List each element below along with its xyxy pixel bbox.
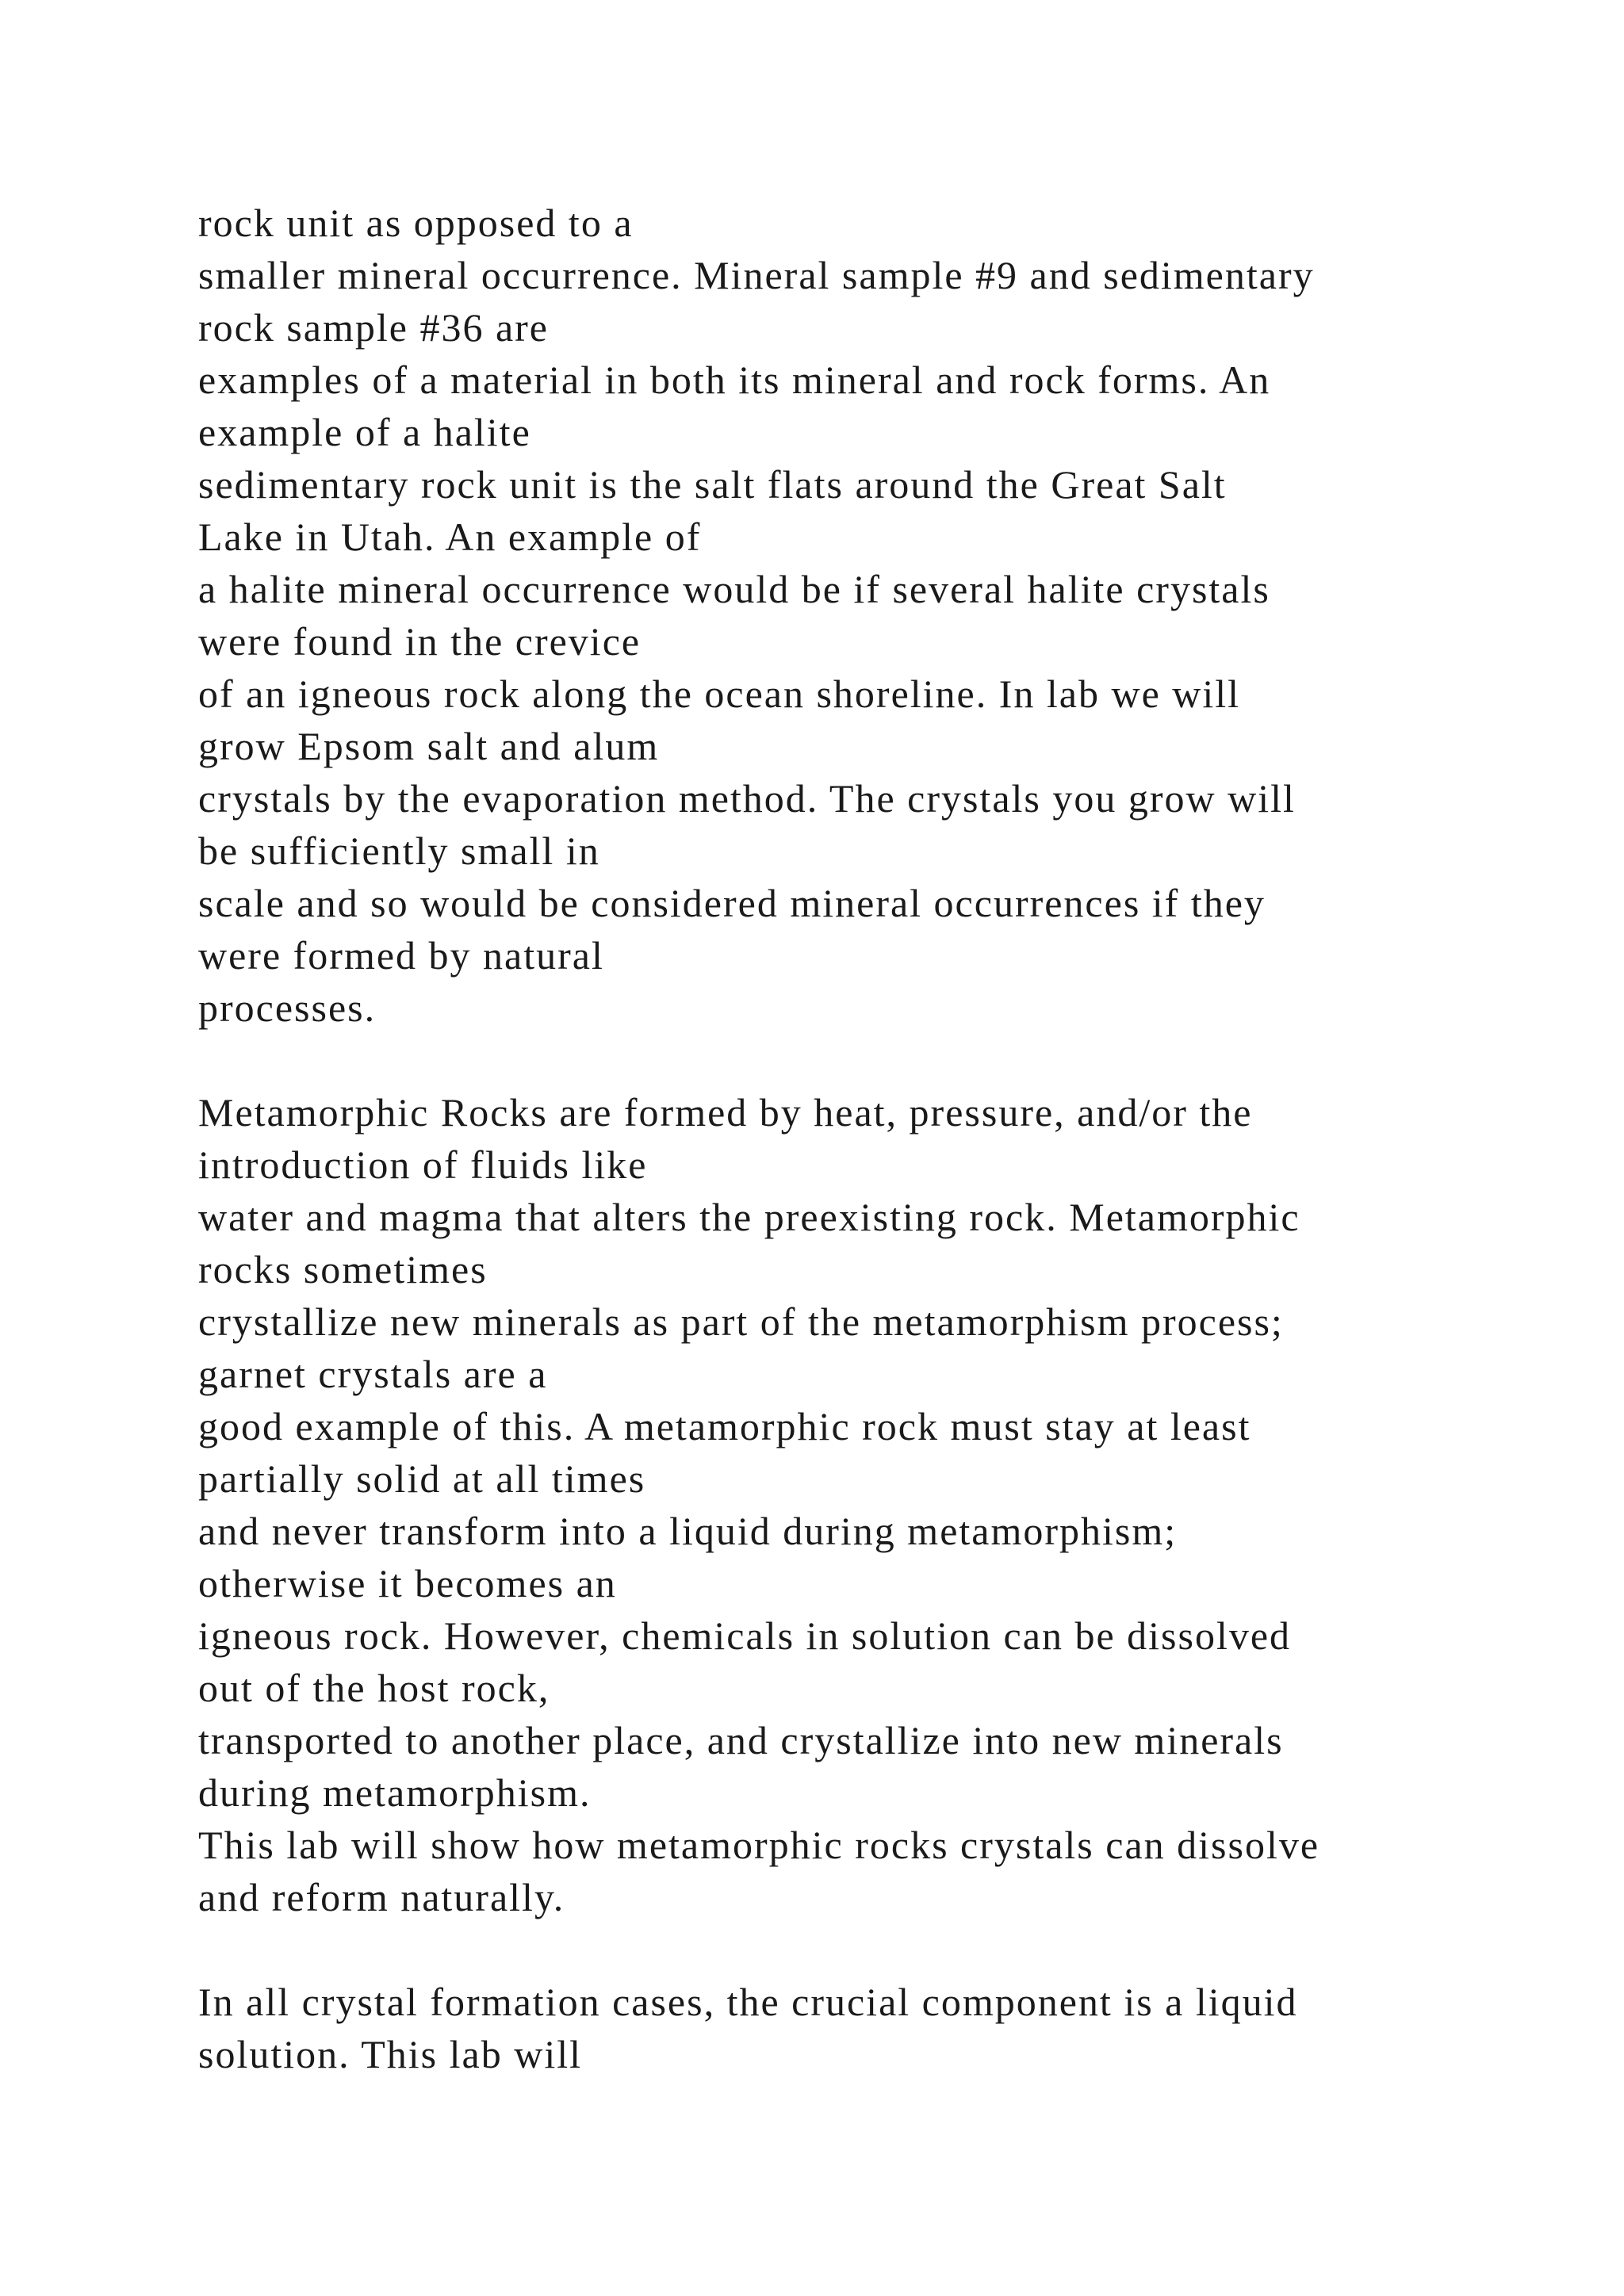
text-line: crystals by the evaporation method. The crystals you grow will <box>198 776 1296 821</box>
text-line: In all crystal formation cases, the crucial component is a liquid <box>198 1980 1298 2024</box>
text-line: were found in the crevice <box>198 619 642 664</box>
text-line: crystallize new minerals as part of the metamorphism process; <box>198 1299 1284 1344</box>
text-line: rock sample #36 are <box>198 305 550 350</box>
text-line: scale and so would be considered mineral occurrences if they <box>198 881 1266 925</box>
text-line: were formed by natural <box>198 933 604 978</box>
text-line: example of a halite <box>198 410 531 454</box>
text-line: and reform naturally. <box>198 1875 565 1919</box>
text-line: a halite mineral occurrence would be if several halite crystals <box>198 567 1270 611</box>
text-line: transported to another place, and crystallize into new minerals <box>198 1718 1284 1762</box>
text-line: rocks sometimes <box>198 1247 488 1292</box>
text-line: igneous rock. However, chemicals in solution can be dissolved <box>198 1613 1292 1658</box>
text-line: otherwise it becomes an <box>198 1561 617 1605</box>
text-line: solution. This lab will <box>198 2032 582 2076</box>
text-line: be sufficiently small in <box>198 828 600 873</box>
text-line: examples of a material in both its mineral and rock forms. An <box>198 358 1271 402</box>
paragraph-break <box>198 1923 1594 1976</box>
text-line: partially solid at all times <box>198 1456 646 1501</box>
body-text <box>198 197 1594 2080</box>
text-line: grow Epsom salt and alum <box>198 724 660 768</box>
text-line: introduction of fluids like <box>198 1142 648 1187</box>
text-line: and never transform into a liquid during metamorphism; <box>198 1509 1178 1553</box>
text-line: rock unit as opposed to a <box>198 201 634 245</box>
paragraph-break <box>198 1034 1594 1086</box>
text-line: Lake in Utah. An example of <box>198 515 702 559</box>
text-line: Metamorphic Rocks are formed by heat, pressure, and/or the <box>198 1090 1253 1135</box>
text-line: smaller mineral occurrence. Mineral sample #9 and sedimentary <box>198 253 1315 297</box>
text-line: water and magma that alters the preexisting rock. Metamorphic <box>198 1195 1300 1239</box>
text-line: good example of this. A metamorphic rock must stay at least <box>198 1404 1251 1448</box>
text-line: sedimentary rock unit is the salt flats around the Great Salt <box>198 462 1227 507</box>
text-line: during metamorphism. <box>198 1770 592 1815</box>
text-line: garnet crystals are a <box>198 1352 548 1396</box>
text-line: processes. <box>198 985 377 1030</box>
text-line: This lab will show how metamorphic rocks crystals can dissolve <box>198 1823 1320 1867</box>
text-line: of an igneous rock along the ocean shoreline. In lab we will <box>198 672 1241 716</box>
text-line: out of the host rock, <box>198 1666 550 1710</box>
